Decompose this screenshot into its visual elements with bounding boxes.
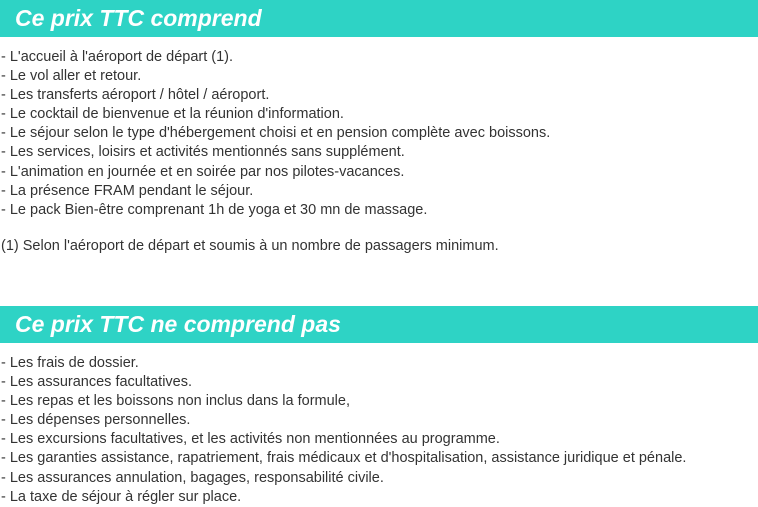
list-item: - La taxe de séjour à régler sur place. bbox=[1, 488, 242, 505]
list-item: - Les excursions facultatives, et les activités non mentionnées au programme. bbox=[1, 431, 500, 448]
list-item: - Le vol aller et retour. bbox=[1, 68, 142, 85]
list-item: - Les frais de dossier. bbox=[1, 355, 139, 371]
excluded-section-title: Ce prix TTC ne comprend pas bbox=[15, 311, 341, 337]
list-item: - Les assurances facultatives. bbox=[1, 374, 193, 391]
list-item: - Les garanties assistance, rapatriement, frais médicaux et d'hospitalisation, assistance juridique et pénale. bbox=[1, 450, 687, 467]
list-item: - La présence FRAM pendant le séjour. bbox=[1, 182, 254, 199]
list-item: - Les assurances annulation, bagages, responsabilité civile. bbox=[1, 469, 384, 486]
list-item: - Les dépenses personnelles. bbox=[1, 412, 191, 429]
list-item: - Les repas et les boissons non inclus dans la formule, bbox=[1, 393, 350, 410]
footnote: (1) Selon l'aéroport de départ et soumis à un nombre de passagers minimum. bbox=[1, 238, 499, 254]
list-item: - Les transferts aéroport / hôtel / aéroport. bbox=[1, 87, 270, 104]
list-item: - Le cocktail de bienvenue et la réunion d'information. bbox=[1, 106, 344, 123]
included-section-title: Ce prix TTC comprend bbox=[15, 5, 262, 31]
list-item: - L'accueil à l'aéroport de départ (1). bbox=[1, 49, 234, 65]
list-item: - Le pack Bien-être comprenant 1h de yoga et 30 mn de massage. bbox=[1, 201, 428, 218]
excluded-section-header bbox=[0, 306, 758, 343]
list-item: - L'animation en journée et en soirée par nos pilotes-vacances. bbox=[1, 163, 405, 180]
included-list bbox=[1, 48, 550, 220]
list-item: - Le séjour selon le type d'hébergement choisi et en pension complète avec boissons. bbox=[1, 125, 551, 142]
included-section-header bbox=[0, 0, 758, 37]
list-item: - Les services, loisirs et activités mentionnés sans supplément. bbox=[1, 144, 405, 161]
excluded-list bbox=[1, 354, 686, 507]
